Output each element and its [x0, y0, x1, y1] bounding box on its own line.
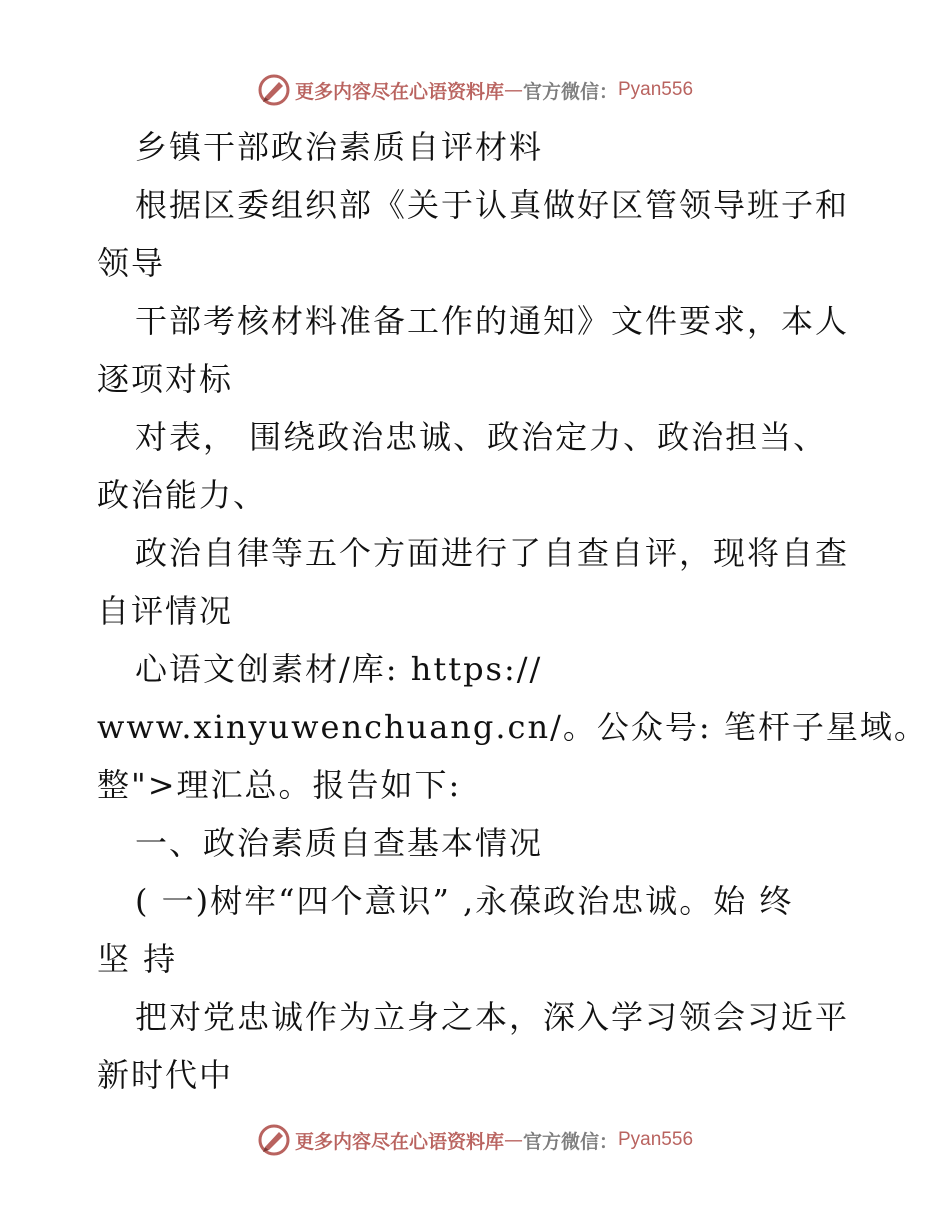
text-line: 对表， 围绕政治忠诚、政治定力、政治担当、	[135, 418, 828, 456]
text-line: 根据区委组织部《关于认真做好区管领导班子和	[135, 186, 850, 224]
text-line: 逐项对标	[97, 360, 234, 398]
banner-wechat-label: 官方微信：	[522, 1130, 618, 1153]
header-watermark-banner	[0, 70, 950, 110]
text-line: 坚 持	[97, 940, 178, 978]
banner-wechat-label: 官方微信：	[522, 80, 618, 103]
banner-site-text: 更多内容尽在心语资料库	[294, 1130, 504, 1153]
banner-wechat-id: Pyan556	[618, 1129, 694, 1150]
text-line: 新时代中	[97, 1056, 234, 1094]
banner-separator: —	[503, 1129, 523, 1151]
pen-logo-icon	[257, 1123, 291, 1157]
text-line: 心语文创素材/库: https://	[135, 650, 543, 688]
banner-separator: —	[503, 79, 523, 101]
text-line: 把对党忠诚作为立身之本，深入学习领会习近平	[135, 998, 850, 1036]
text-line: 政治能力、	[97, 476, 268, 514]
text-line: 干部考核材料准备工作的通知》文件要求，本人	[135, 302, 850, 340]
text-line: 政治自律等五个方面进行了自查自评，现将自查	[135, 534, 850, 572]
text-line: 领导	[97, 244, 166, 282]
section-heading: 一、政治素质自查基本情况	[135, 824, 544, 862]
subsection-heading: ( 一)树牢“四个意识” ,永葆政治忠诚。始 终	[135, 882, 794, 920]
document-title: 乡镇干部政治素质自评材料	[135, 128, 544, 166]
text-line: www.xinyuwenchuang.cn/。公众号: 笔杆子星域。	[97, 708, 928, 746]
footer-watermark-banner	[0, 1120, 950, 1160]
text-line: 自评情况	[97, 592, 234, 630]
text-line: 整">理汇总。报告如下:	[97, 766, 462, 804]
banner-wechat-id: Pyan556	[618, 79, 694, 100]
banner-site-text: 更多内容尽在心语资料库	[294, 80, 504, 103]
pen-logo-icon	[257, 73, 291, 107]
document-body	[97, 118, 928, 1104]
